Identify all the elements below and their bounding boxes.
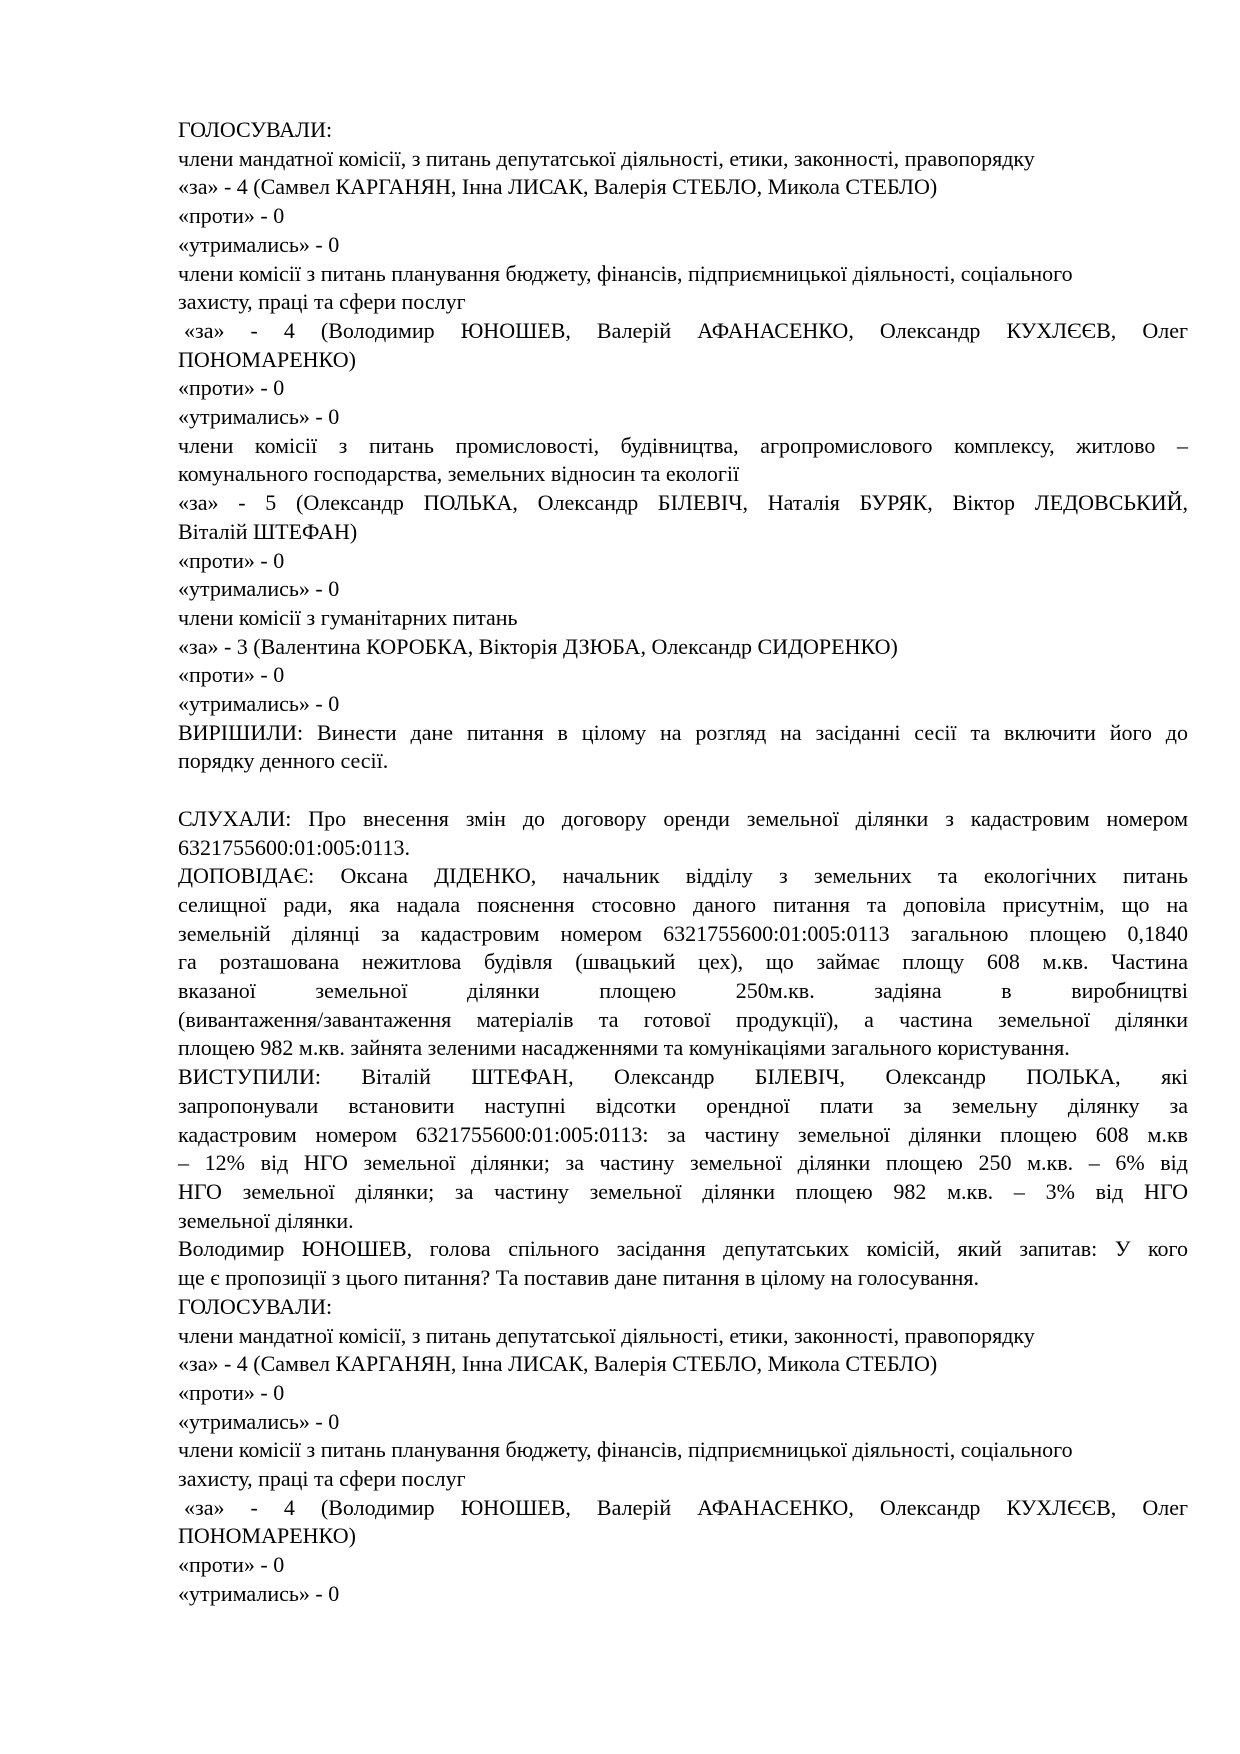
heard-text-cont: 6321755600:01:005:0113. — [178, 834, 411, 860]
mandate-vote-for: «за» - 4 (Самвел КАРГАНЯН, Інна ЛИСАК, Валерія СТЕБЛО, Микола СТЕБЛО) — [178, 174, 938, 200]
mandate-vote-against: «проти» - 0 — [178, 203, 285, 229]
spoke-text-3: кадастровим номером 6321755600:01:005:0113: за частину земельної ділянки площею 608 м.кв — [178, 1121, 1188, 1147]
mandate-commission-label: члени мандатної комісії, з питань депутатської діяльності, етики, законності, правопорядку — [178, 145, 1035, 171]
report-text-1: ДОПОВІДАЄ: Оксана ДІДЕНКО, начальник відділу з земельних та екологічних питань — [178, 863, 1188, 889]
mandate-commission-label-2: члени мандатної комісії, з питань депутатської діяльності, етики, законності, правопорядку — [178, 1322, 1035, 1348]
voted-heading-2: ГОЛОСУВАЛИ: — [178, 1293, 333, 1319]
industry-vote-abstained: «утримались» - 0 — [178, 576, 340, 602]
report-text-2: селищної ради, яка надала пояснення стосовно даного питання та доповіла присутнім, що на — [178, 891, 1188, 917]
mandate-vote-against-2: «проти» - 0 — [178, 1379, 285, 1405]
humanitarian-vote-for: «за» - 3 (Валентина КОРОБКА, Вікторія ДЗЮБА, Олександр СИДОРЕНКО) — [178, 633, 898, 659]
heard-text: СЛУХАЛИ: Про внесення змін до договору оренди земельної ділянки з кадастровим номером — [178, 805, 1188, 831]
budget-vote-against: «проти» - 0 — [178, 375, 285, 401]
mandate-vote-for-2: «за» - 4 (Самвел КАРГАНЯН, Інна ЛИСАК, Валерія СТЕБЛО, Микола СТЕБЛО) — [178, 1351, 938, 1377]
budget-vote-against-2: «проти» - 0 — [178, 1552, 285, 1578]
industry-commission-label-cont: комунального господарства, земельних відносин та екології — [178, 461, 740, 487]
chair-text-2: ще є пропозиції з цього питання? Та поставив дане питання в цілому на голосування. — [178, 1265, 980, 1291]
industry-vote-for: «за» - 5 (Олександр ПОЛЬКА, Олександр БІЛЕВІЧ, Наталія БУРЯК, Віктор ЛЕДОВСЬКИЙ, — [178, 490, 1188, 516]
budget-commission-label: члени комісії з питань планування бюджету, фінансів, підприємницької діяльності, соціального — [178, 260, 1073, 286]
humanitarian-commission-label: члени комісії з гуманітарних питань — [178, 604, 518, 630]
report-text-5: вказаної земельної ділянки площею 250м.кв. задіяна в виробництві — [178, 978, 1188, 1004]
budget-vote-for-cont-2: ПОНОМАРЕНКО) — [178, 1523, 356, 1549]
budget-commission-label-cont: захисту, праці та сфери послуг — [178, 289, 466, 315]
report-text-6: (вивантаження/завантаження матеріалів та готової продукції), а частина земельної ділянки — [178, 1006, 1188, 1032]
report-text-3: земельній ділянці за кадастровим номером 6321755600:01:005:0113 загальною площею 0,1840 — [178, 920, 1188, 946]
budget-vote-abstained: «утримались» - 0 — [178, 404, 340, 430]
spoke-text-1: ВИСТУПИЛИ: Віталій ШТЕФАН, Олександр БІЛЕВІЧ, Олександр ПОЛЬКА, які — [178, 1064, 1188, 1090]
report-text-7: площею 982 м.кв. зайнята зеленими насадженнями та комунікаціями загального користування. — [178, 1035, 1070, 1061]
mandate-vote-abstained: «утримались» - 0 — [178, 231, 340, 257]
budget-commission-label-2: члени комісії з питань планування бюджету, фінансів, підприємницької діяльності, соціального — [178, 1437, 1073, 1463]
document-page — [178, 116, 1188, 1609]
budget-vote-for-2: «за» - 4 (Володимир ЮНОШЕВ, Валерій АФАНАСЕНКО, Олександр КУХЛЄЄВ, Олег — [184, 1494, 1188, 1520]
industry-commission-label: члени комісії з питань промисловості, будівництва, агропромислового комплексу, житлово – — [178, 432, 1188, 458]
chair-text-1: Володимир ЮНОШЕВ, голова спільного засідання депутатських комісій, який запитав: У кого — [178, 1236, 1188, 1262]
spoke-text-5: НГО земельної ділянки; за частину земельної ділянки площею 982 м.кв. – 3% від НГО — [178, 1179, 1188, 1204]
decision-text-cont: порядку денного сесії. — [178, 748, 389, 774]
decision-text: ВИРІШИЛИ: Винести дане питання в цілому на розгляд на засіданні сесії та включити його до — [178, 719, 1188, 745]
spoke-text-2: запропонували встановити наступні відсотки орендної плати за земельну ділянку за — [178, 1092, 1188, 1118]
industry-vote-against: «проти» - 0 — [178, 547, 285, 573]
budget-vote-abstained-2: «утримались» - 0 — [178, 1580, 340, 1606]
paragraph-gap — [178, 776, 1188, 805]
humanitarian-vote-abstained: «утримались» - 0 — [178, 691, 340, 717]
voted-heading: ГОЛОСУВАЛИ: — [178, 117, 333, 142]
budget-commission-label-cont-2: захисту, праці та сфери послуг — [178, 1466, 466, 1492]
budget-vote-for-cont: ПОНОМАРЕНКО) — [178, 346, 356, 372]
report-text-4: га розташована нежитлова будівля (швацький цех), що займає площу 608 м.кв. Частина — [178, 949, 1188, 975]
spoke-text-4: – 12% від НГО земельної ділянки; за частину земельної ділянки площею 250 м.кв. – 6% від — [178, 1150, 1188, 1176]
humanitarian-vote-against: «проти» - 0 — [178, 662, 285, 688]
spoke-text-6: земельної ділянки. — [178, 1207, 354, 1233]
industry-vote-for-cont: Віталій ШТЕФАН) — [178, 518, 358, 544]
mandate-vote-abstained-2: «утримались» - 0 — [178, 1408, 340, 1434]
budget-vote-for: «за» - 4 (Володимир ЮНОШЕВ, Валерій АФАНАСЕНКО, Олександр КУХЛЄЄВ, Олег — [184, 317, 1188, 343]
